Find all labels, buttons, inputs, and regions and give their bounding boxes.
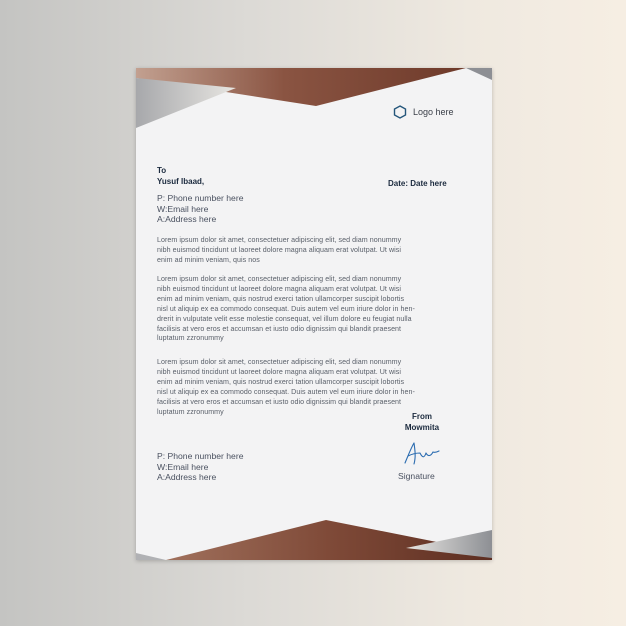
contact-bottom xyxy=(157,451,243,483)
body-paragraph-1 xyxy=(157,236,470,266)
paragraph-line: enim ad minim veniam, quis nostrud exerci tation ullamcorper suscipit lobortis xyxy=(157,294,405,303)
phone-line: P: Phone number here xyxy=(157,193,244,203)
letter-date: Date: Date here xyxy=(388,179,447,188)
paragraph-line: facilisis at vero eros et accumsan et iusto odio dignissim qui blandit praesent xyxy=(157,324,402,333)
paragraph-line: drerit in vulputate velit esse molestie consequat, vel illum dolore eu feugiat nulla xyxy=(157,314,412,323)
paragraph-line: luptatum zzronummy xyxy=(157,407,224,416)
paragraph-line: facilisis at vero eros et accumsan et iusto odio dignissim qui blandit praesent xyxy=(157,397,402,406)
paragraph-line: nibh euismod tincidunt ut laoreet dolore magna aliquam erat volutpat. Ut wisi xyxy=(157,284,401,293)
email-line: W:Email here xyxy=(157,203,209,214)
address-line: A:Address here xyxy=(157,472,217,482)
paragraph-line: Lorem ipsum dolor sit amet, consectetuer adipiscing elit, sed diam nonummy xyxy=(157,275,402,283)
logo xyxy=(393,105,454,119)
paragraph-line: nibh euismod tincidunt ut laoreet dolore magna aliquam erat volutpat. Ut wisi xyxy=(157,367,401,376)
signature-scribble-icon xyxy=(402,440,442,466)
paragraph-line: nisl ut aliquip ex ea commodo consequat. Duis autem vel eum iriure dolor in hen- xyxy=(157,304,415,313)
signature-mark xyxy=(402,440,442,471)
email-line: W:Email here xyxy=(157,461,209,472)
hexagon-icon xyxy=(393,105,407,119)
signature-label: Signature xyxy=(398,471,435,481)
phone-line: P: Phone number here xyxy=(157,451,244,461)
contact-top xyxy=(157,193,243,225)
footer-decoration xyxy=(136,520,492,560)
header-decoration xyxy=(136,68,492,138)
logo-text: Logo here xyxy=(413,107,454,117)
body-paragraph-2 xyxy=(157,275,470,344)
sender-block xyxy=(394,412,450,433)
paragraph-line: enim ad minim veniam, quis nostrud exerci tation ullamcorper suscipit lobortis xyxy=(157,377,405,386)
recipient-block xyxy=(157,166,204,187)
paragraph-line: nisl ut aliquip ex ea commodo consequat. Duis autem vel eum iriure dolor in hen- xyxy=(157,387,415,396)
sender-name: Mowmita xyxy=(404,422,440,432)
letterhead-page xyxy=(136,68,492,560)
paragraph-line: luptatum zzronummy xyxy=(157,334,224,343)
address-line: A:Address here xyxy=(157,214,217,224)
to-label: To xyxy=(157,166,167,175)
recipient-name: Yusuf Ibaad, xyxy=(157,176,205,186)
paragraph-line: Lorem ipsum dolor sit amet, consectetuer adipiscing elit, sed diam nonummy xyxy=(157,358,402,366)
paragraph-line: enim ad minim veniam, quis nos xyxy=(157,255,260,264)
paragraph-line: nibh euismod tincidunt ut laoreet dolore magna aliquam erat volutpat. Ut wisi xyxy=(157,245,401,254)
from-label: From xyxy=(412,412,432,421)
body-paragraph-3 xyxy=(157,358,470,417)
paragraph-line: Lorem ipsum dolor sit amet, consectetuer adipiscing elit, sed diam nonummy xyxy=(157,236,402,244)
